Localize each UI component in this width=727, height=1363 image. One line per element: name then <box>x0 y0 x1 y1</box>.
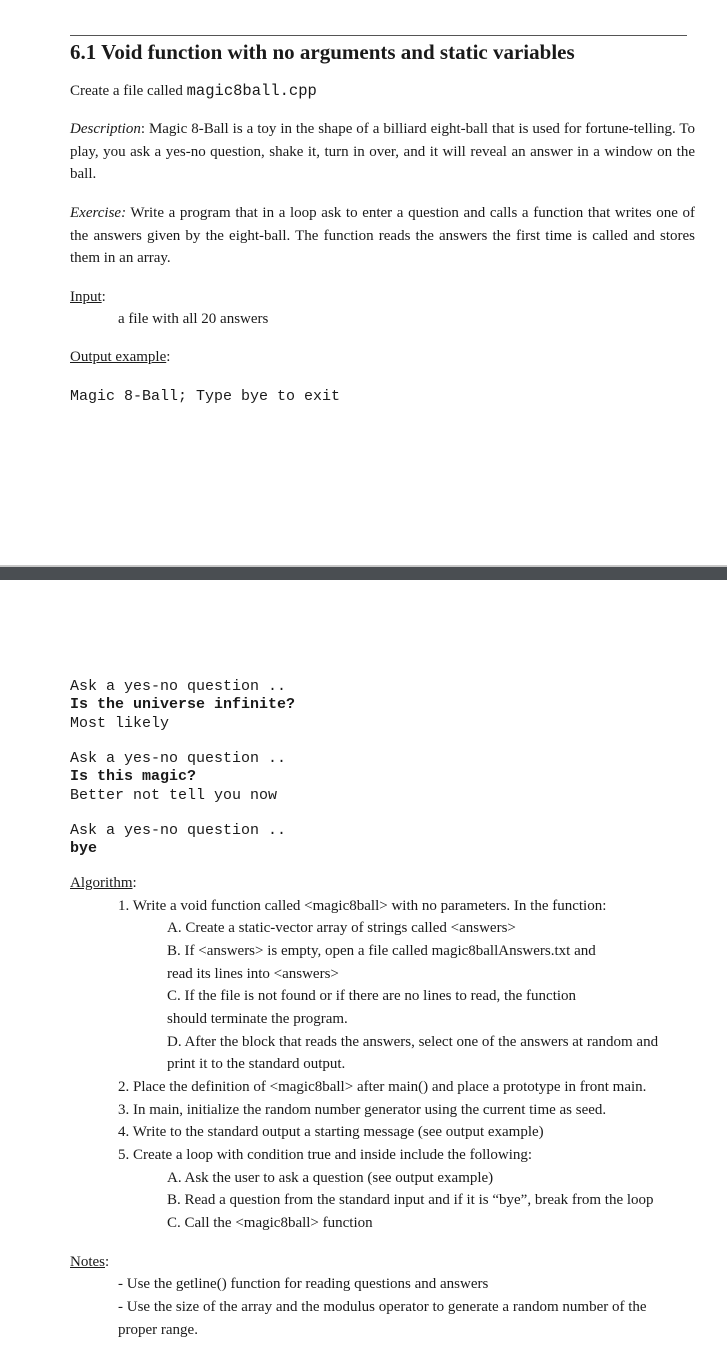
description-label: Description <box>70 121 141 137</box>
top-rule <box>70 35 687 36</box>
algorithm-substep: read its lines into <answers> <box>167 966 339 982</box>
page-divider <box>0 567 727 580</box>
description-text: : Magic 8-Ball is a toy in the shape of a billiard eight-ball that is used for fortune-telling. To play, you ask a yes-no question, shake it, turn in over, and it will reveal an answer in a window on the ball. <box>70 121 695 182</box>
algorithm-substep: D. After the block that reads the answers, select one of the answers at random and <box>167 1034 659 1050</box>
algorithm-substep: A. Ask the user to ask a question (see output example) <box>167 1170 494 1186</box>
exercise-paragraph <box>70 202 695 270</box>
session-question <box>70 840 97 859</box>
session-prompt: Ask a yes-no question .. <box>70 822 287 839</box>
session-question-text: bye <box>70 840 98 857</box>
algorithm-step: 4. Write to the standard output a starting message (see output example) <box>118 1124 544 1140</box>
create-file-line <box>70 80 317 102</box>
algorithm-step: 5. Create a loop with condition true and inside include the following: <box>118 1147 533 1163</box>
input-colon: : <box>101 289 106 305</box>
session-question <box>70 768 196 787</box>
session-prompt: Ask a yes-no question .. <box>70 678 287 695</box>
exercise-text: Write a program that in a loop ask to enter a question and calls a function that writes one of the answers given by the eight-ball. The function reads the answers the first time is called and stores them in an array. <box>70 205 695 266</box>
session-question <box>70 696 295 715</box>
notes-colon: : <box>105 1254 110 1270</box>
input-text: a file with all 20 answers <box>118 311 269 327</box>
algorithm-substep: should terminate the program. <box>167 1011 348 1027</box>
output-first-line: Magic 8-Ball; Type bye to exit <box>70 388 341 405</box>
description-paragraph <box>70 118 695 186</box>
algorithm-substep: B. Read a question from the standard input and if it is “bye”, break from the loop <box>167 1192 654 1208</box>
algorithm-step: 3. In main, initialize the random number generator using the current time as seed. <box>118 1102 607 1118</box>
algorithm-substep: print it to the standard output. <box>167 1056 346 1072</box>
algorithm-substep: C. If the file is not found or if there are no lines to read, the function <box>167 988 577 1004</box>
algorithm-colon: : <box>132 875 137 891</box>
input-heading <box>70 286 106 308</box>
notes-label: Notes <box>70 1254 105 1270</box>
note-item: - Use the size of the array and the modulus operator to generate a random number of the <box>118 1299 647 1315</box>
session-question-text: Is this magic? <box>70 768 197 785</box>
algorithm-substep: A. Create a static-vector array of strings called <answers> <box>167 920 516 936</box>
algorithm-substep: C. Call the <magic8ball> function <box>167 1215 373 1231</box>
section-heading: 6.1 Void function with no arguments and static variables <box>70 40 575 64</box>
note-item: - Use the getline() function for reading questions and answers <box>118 1276 489 1292</box>
session-answer: Most likely <box>70 715 170 732</box>
note-item: proper range. <box>118 1322 198 1338</box>
output-example-colon: : <box>166 349 171 365</box>
exercise-label: Exercise: <box>70 205 127 221</box>
session-answer: Better not tell you now <box>70 787 278 804</box>
filename: magic8ball.cpp <box>186 82 317 100</box>
algorithm-heading <box>70 872 137 894</box>
input-label: Input <box>70 289 102 305</box>
algorithm-step: 2. Place the definition of <magic8ball> after main() and place a prototype in front main. <box>118 1079 647 1095</box>
output-example-heading <box>70 346 170 368</box>
algorithm-substep: B. If <answers> is empty, open a file called magic8ballAnswers.txt and <box>167 943 596 959</box>
create-file-prefix: Create a file called <box>70 83 187 99</box>
algorithm-step-1: 1. Write a void function called <magic8ball> with no parameters. In the function: <box>118 898 607 914</box>
session-prompt: Ask a yes-no question .. <box>70 750 287 767</box>
algorithm-label: Algorithm <box>70 875 133 891</box>
notes-heading <box>70 1251 109 1273</box>
session-question-text: Is the universe infinite? <box>70 696 296 713</box>
output-example-label: Output example <box>70 349 167 365</box>
